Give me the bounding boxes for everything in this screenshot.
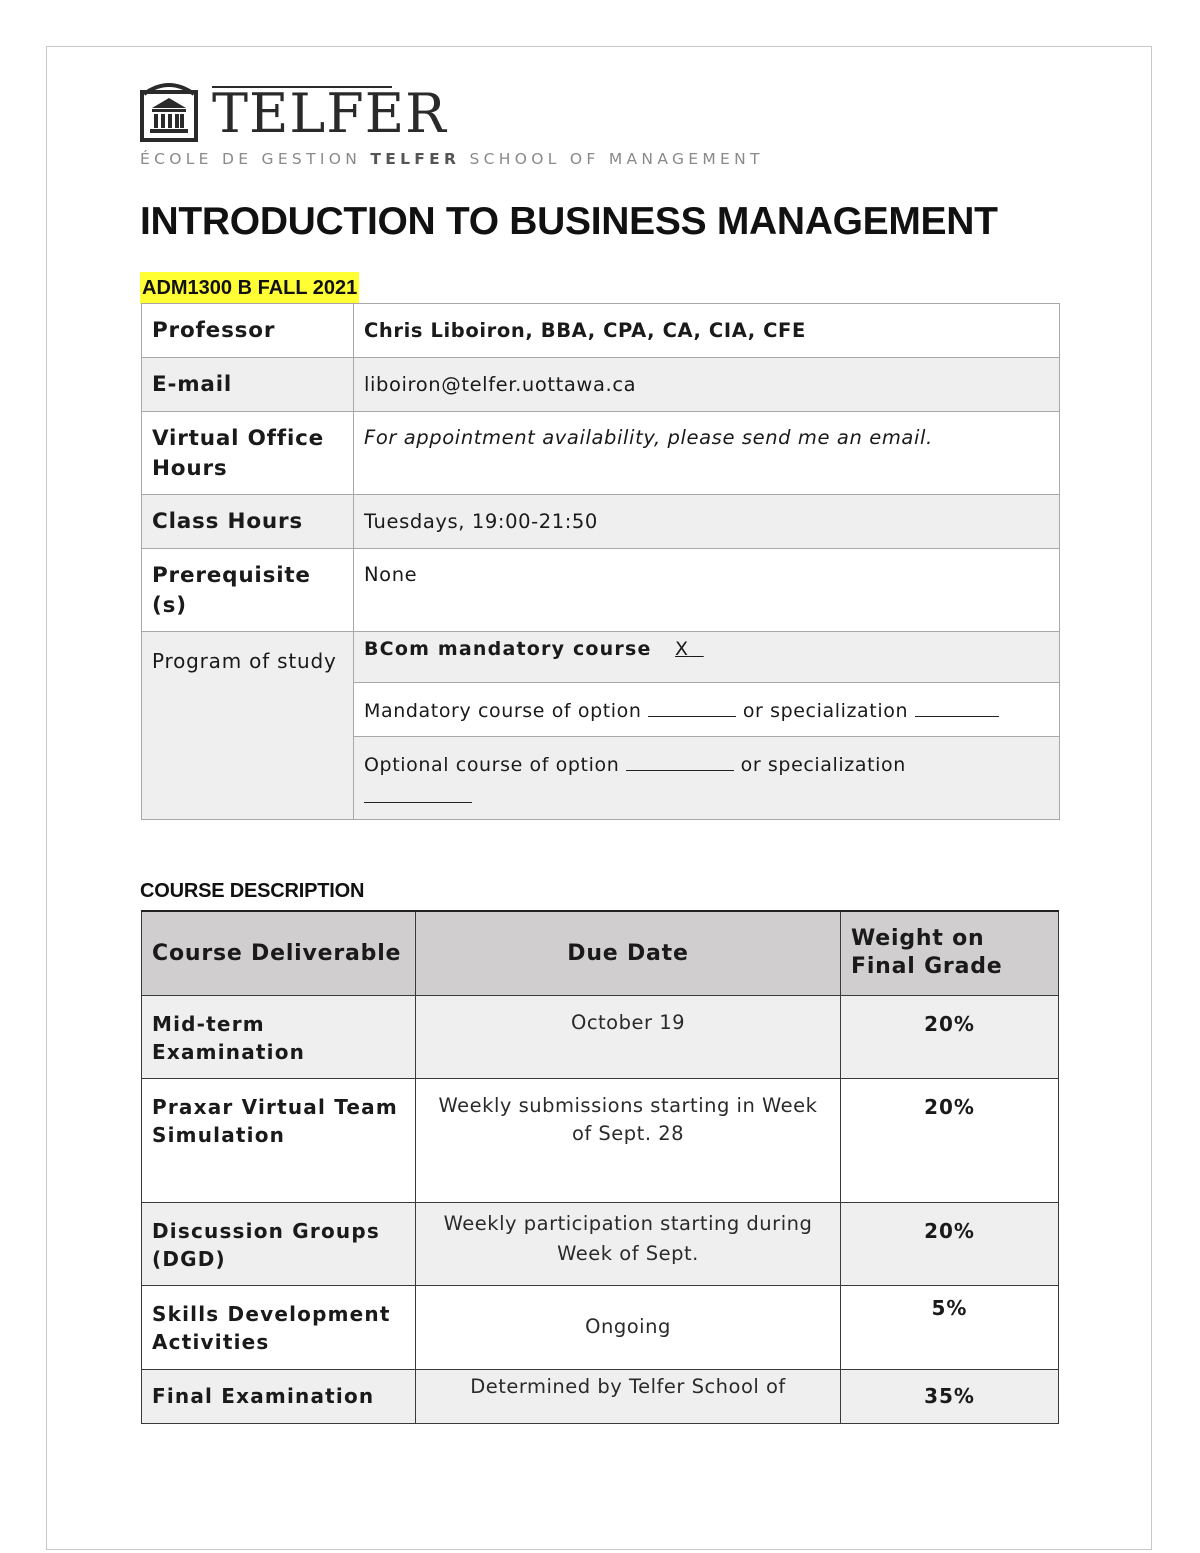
deliverable-due: Weekly submissions starting in Week of Sept. 28	[416, 1078, 841, 1202]
office-hours-value: For appointment availability, please send me an email.	[354, 412, 1060, 495]
table-row	[142, 1078, 1059, 1202]
program-label: Program of study	[142, 632, 354, 820]
optional-specialization-blank[interactable]	[364, 784, 472, 803]
table-row	[142, 1369, 1059, 1423]
office-hours-label: Virtual Office Hours	[142, 412, 354, 495]
header-due-date: Due Date	[416, 911, 841, 995]
deliverable-due: Determined by Telfer School of	[416, 1369, 841, 1423]
tagline-english: SCHOOL OF MANAGEMENT	[469, 150, 764, 168]
table-row	[142, 1202, 1059, 1285]
email-label: E-mail	[142, 358, 354, 412]
prerequisites-label: Prerequisite(s)	[142, 549, 354, 632]
program-bcom-mark: X	[675, 638, 690, 660]
class-hours-label: Class Hours	[142, 495, 354, 549]
course-code-highlight: ADM1300 B FALL 2021	[140, 272, 359, 304]
specialization-blank[interactable]	[915, 698, 999, 717]
professor-value: Chris Liboiron, BBA, CPA, CA, CIA, CFE	[354, 304, 1060, 358]
building-columns-icon	[140, 74, 198, 142]
tagline-telfer: TELFER	[370, 150, 461, 168]
option-blank[interactable]	[648, 698, 736, 717]
program-bcom-row	[354, 632, 1060, 683]
deliverable-name: Discussion Groups (DGD)	[142, 1202, 416, 1285]
header-weight: Weight on Final Grade	[841, 911, 1059, 995]
logo-tagline	[140, 150, 764, 168]
deliverable-name: Mid-term Examination	[142, 995, 416, 1078]
logo-wordmark: TELFER	[212, 82, 447, 145]
program-mandatory-mid: or specialization	[742, 699, 909, 722]
tagline-french: ÉCOLE DE GESTION	[140, 150, 362, 168]
deliverable-due: Ongoing	[416, 1285, 841, 1369]
program-optional-mid: or specialization	[740, 754, 906, 776]
email-value[interactable]: liboiron@telfer.uottawa.ca	[354, 358, 1060, 412]
table-row	[142, 1285, 1059, 1369]
deliverable-weight: 5%	[841, 1285, 1059, 1369]
deliverables-table	[141, 910, 1059, 1424]
deliverable-weight: 20%	[841, 1078, 1059, 1202]
class-hours-value: Tuesdays, 19:00-21:50	[354, 495, 1060, 549]
deliverable-weight: 20%	[841, 1202, 1059, 1285]
deliverable-due: Weekly participation starting during Week of Sept.	[416, 1202, 841, 1285]
section-heading: COURSE DESCRIPTION	[140, 880, 365, 902]
program-mandatory-row	[354, 683, 1060, 737]
program-mandatory-text: Mandatory course of option	[364, 699, 642, 722]
prerequisites-value: None	[354, 549, 1060, 632]
deliverable-name: Praxar Virtual Team Simulation	[142, 1078, 416, 1202]
program-optional-row	[354, 737, 1060, 820]
professor-label: Professor	[142, 304, 354, 358]
deliverable-name: Final Examination	[142, 1369, 416, 1423]
table-row	[142, 995, 1059, 1078]
deliverable-weight: 35%	[841, 1369, 1059, 1423]
optional-option-blank[interactable]	[626, 752, 734, 771]
deliverable-name: Skills Development Activities	[142, 1285, 416, 1369]
deliverable-due: October 19	[416, 995, 841, 1078]
course-info-table	[141, 303, 1060, 820]
header-deliverable: Course Deliverable	[142, 911, 416, 995]
program-optional-text: Optional course of option	[364, 754, 620, 776]
deliverable-weight: 20%	[841, 995, 1059, 1078]
program-bcom-text: BCom mandatory course	[364, 638, 652, 660]
page-title: INTRODUCTION TO BUSINESS MANAGEMENT	[140, 200, 998, 243]
